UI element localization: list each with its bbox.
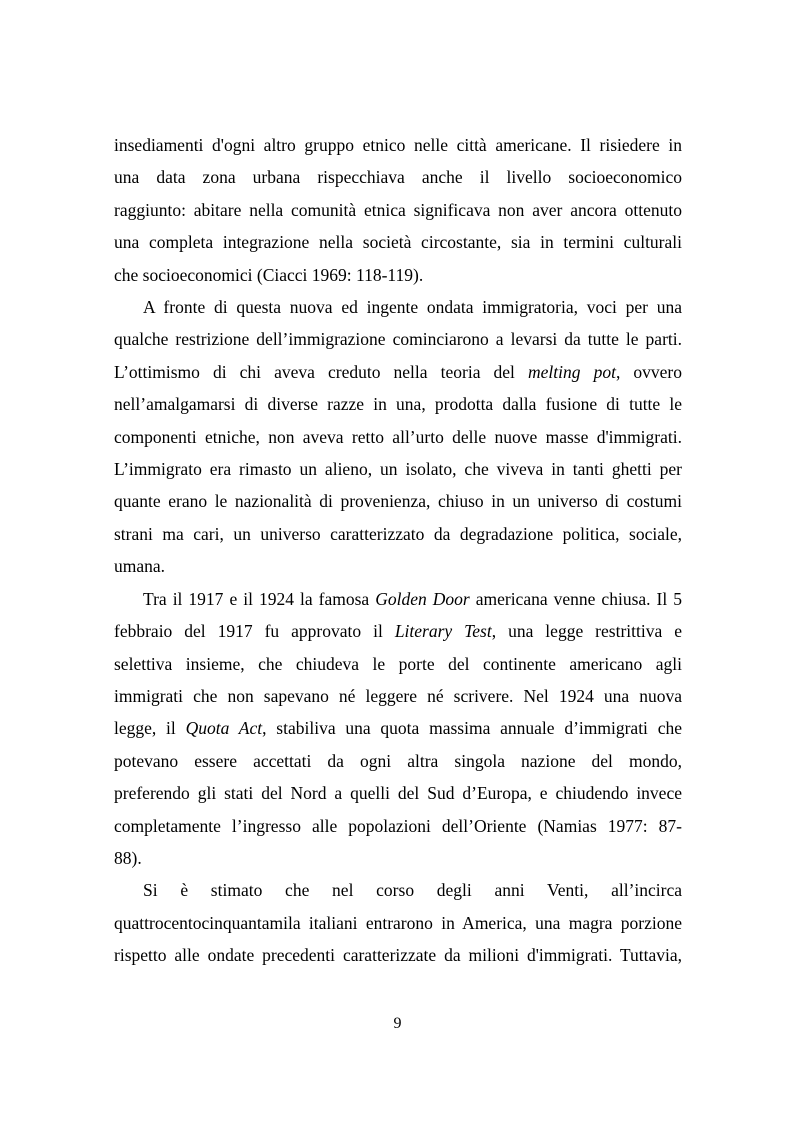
paragraph — [114, 129, 682, 291]
text-line: selettiva insieme, che chiudeva le porte del continente americano agli — [114, 653, 682, 674]
italic-term: Quota Act — [185, 718, 263, 739]
text-line: 88). — [114, 847, 142, 868]
text-line: completamente l’ingresso alle popolazioni dell’Oriente (Namias 1977: 87- — [114, 815, 682, 836]
page-number: 9 — [393, 1015, 402, 1032]
text-line: L’immigrato era rimasto un alieno, un isolato, che viveva in tanti ghetti per — [114, 459, 682, 480]
italic-term: Golden Door — [375, 588, 470, 609]
paragraph — [114, 874, 682, 971]
text-line: Si è stimato che nel corso degli anni Venti, all’incirca — [143, 880, 682, 901]
text-run: febbraio del 1917 fu approvato il — [114, 621, 395, 642]
text-line: strani ma cari, un universo caratterizzato da degradazione politica, sociale, — [114, 523, 682, 544]
text-line: qualche restrizione dell’immigrazione cominciarono a levarsi da tutte le parti. — [114, 329, 682, 350]
text-run: legge, il — [114, 718, 186, 739]
text-line: una completa integrazione nella società circostante, sia in termini culturali — [114, 232, 682, 253]
text-line: nell’amalgamarsi di diverse razze in una, prodotta dalla fusione di tutte le — [114, 394, 682, 415]
body-text — [114, 129, 682, 972]
text-line: una data zona urbana rispecchiava anche il livello socioeconomico — [114, 167, 682, 188]
text-run: , ovvero — [615, 361, 682, 382]
text-line: insediamenti d'ogni altro gruppo etnico nelle città americane. Il risiedere in — [114, 135, 682, 155]
text-line: che socioeconomici (Ciacci 1969: 118-119). — [114, 264, 424, 285]
text-line: potevano essere accettati da ogni altra singola nazione del mondo, — [114, 750, 682, 771]
text-run: , stabiliva una quota massima annuale d’immigrati che — [262, 718, 682, 739]
text-line: raggiunto: abitare nella comunità etnica significava non aver ancora ottenuto — [114, 199, 682, 220]
text-line — [114, 615, 682, 647]
italic-term: Literary Test — [394, 621, 492, 642]
text-line — [114, 712, 682, 744]
text-run: Tra il 1917 e il 1924 la famosa — [143, 588, 376, 609]
text-line: rispetto alle ondate precedenti caratterizzate da milioni d'immigrati. Tuttavia, — [114, 945, 682, 966]
text-line: componenti etniche, non aveva retto all’urto delle nuove masse d'immigrati. — [114, 426, 682, 447]
text-line — [114, 356, 682, 388]
text-run: L’ottimismo di chi aveva creduto nella teoria del — [114, 361, 528, 382]
text-run: americana venne chiusa. Il 5 — [469, 588, 682, 609]
text-line: A fronte di questa nuova ed ingente ondata immigratoria, voci per una — [143, 297, 682, 318]
paragraph — [114, 291, 682, 583]
text-line — [114, 583, 682, 615]
text-line: umana. — [114, 556, 166, 577]
italic-term: melting pot — [528, 361, 616, 382]
text-line: preferendo gli stati del Nord a quelli del Sud d’Europa, e chiudendo invece — [114, 783, 682, 804]
text-line: quattrocentocinquantamila italiani entrarono in America, una magra porzione — [114, 912, 682, 933]
paragraph — [114, 583, 682, 875]
text-line: immigrati che non sapevano né leggere né scrivere. Nel 1924 una nuova — [114, 685, 682, 706]
text-run: , una legge restrittiva e — [491, 621, 682, 642]
text-line: quante erano le nazionalità di provenienza, chiuso in un universo di costumi — [114, 491, 682, 512]
